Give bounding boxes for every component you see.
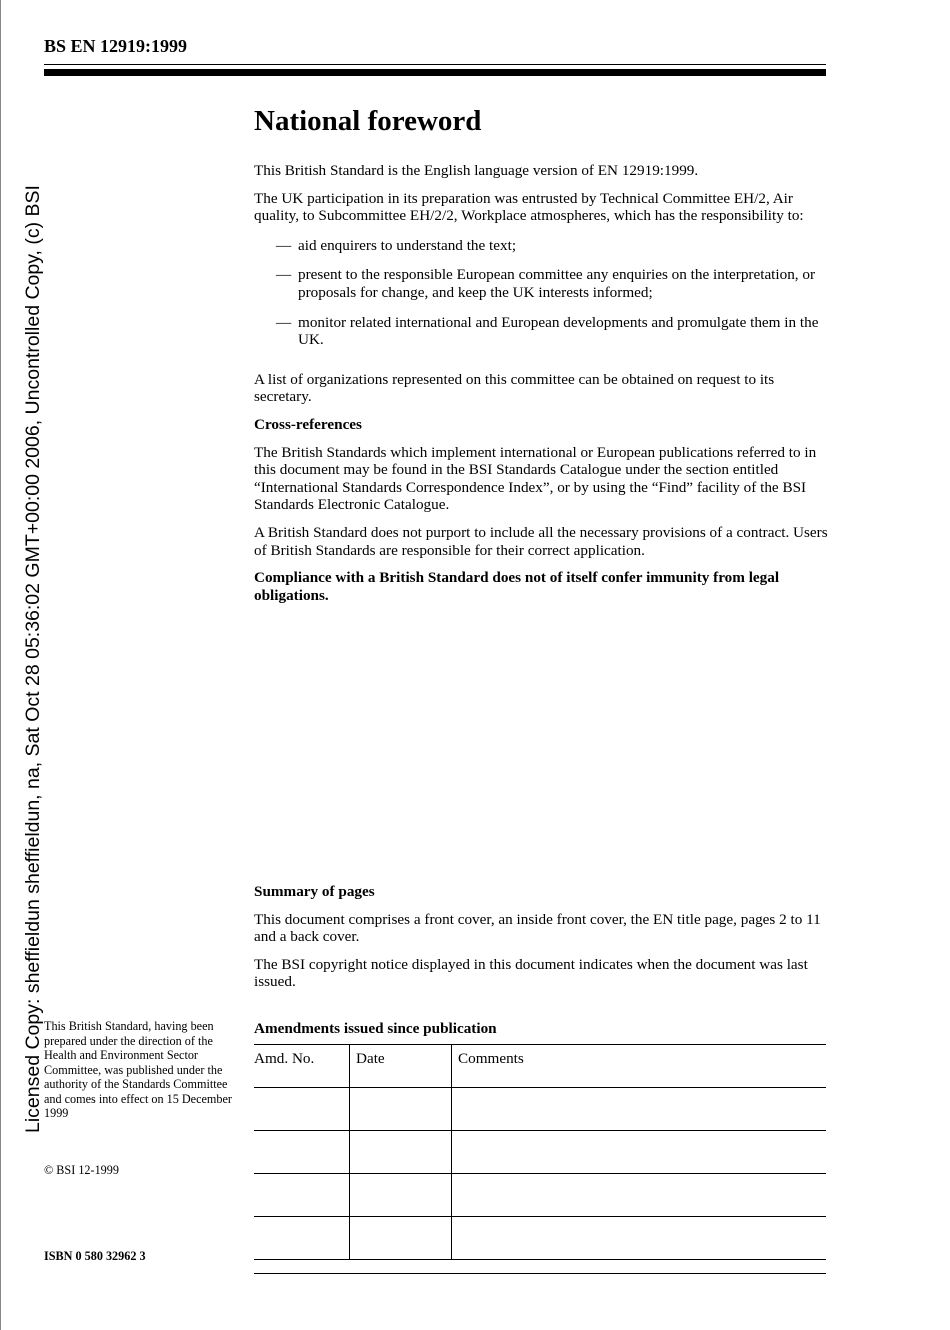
list-dash: — [276,313,292,331]
list-dash: — [276,236,292,254]
table-cell [254,1088,350,1131]
list-item [254,266,834,301]
amendments-table [254,1044,826,1260]
table-row [254,1217,826,1260]
table-cell [350,1217,452,1260]
page-title: National foreword [254,105,482,137]
table-row [254,1088,826,1131]
compliance-note: Compliance with a British Standard does not of itself confer immunity from legal obligations. [254,569,780,604]
table-cell [350,1088,452,1131]
paragraph-provisions: A British Standard does not purport to include all the necessary provisions of a contract. Users of British Standards are responsible for their correct application. [254,523,828,559]
footer-rule [254,1273,826,1274]
column-header-comments: Comments [452,1045,827,1088]
copyright-notice: © BSI 12-1999 [44,1163,119,1177]
paragraph-organizations: A list of organizations represented on this committee can be obtained on request to its secretary. [254,370,775,406]
summary-heading: Summary of pages [254,883,375,900]
list-dash: — [276,266,292,284]
paragraph-cross-references: The British Standards which implement international or European publications referred to in this document may be found in the BSI Standards Catalogue under the section entitled “International Standards Correspondence Index”, or by using the “Find” facility of the BSI Standards Electronic Catalogue. [254,443,817,514]
license-watermark: Licensed Copy: sheffieldun sheffieldun, na, Sat Oct 28 05:36:02 GMT+00:00 2006, Uncontrolled Copy, (c) BSI [22,185,44,1133]
table-cell [452,1174,827,1217]
cross-references-heading: Cross-references [254,415,362,433]
table-row [254,1131,826,1174]
header-rule-thin [44,64,826,65]
responsibility-list [254,237,834,349]
list-item-text: present to the responsible European committee any enquiries on the interpretation, or proposals for change, and keep the UK interests informed; [298,266,816,301]
table-cell [350,1131,452,1174]
table-cell [254,1174,350,1217]
column-header-amd-no: Amd. No. [254,1045,350,1088]
table-cell [254,1131,350,1174]
document-code: BS EN 12919:1999 [44,36,188,56]
list-item [254,237,834,255]
table-cell [452,1131,827,1174]
national-foreword [254,104,834,614]
list-item-text: monitor related international and European developments and promulgate them in the UK. [298,313,819,349]
page-border [0,0,1,1330]
column-header-date: Date [350,1045,452,1088]
table-cell [452,1088,827,1131]
list-item [254,314,834,349]
amendments-title: Amendments issued since publication [254,1020,497,1037]
table-cell [350,1174,452,1217]
table-cell [452,1217,827,1260]
paragraph-participation: The UK participation in its preparation was entrusted by Technical Committee EH/2, Air quality, to Subcommittee EH/2/2, Workplace atmospheres, which has the responsibility to: [254,189,804,225]
isbn: ISBN 0 580 32962 3 [44,1249,146,1263]
header-rule-thick [44,69,826,76]
summary-paragraph-copyright: The BSI copyright notice displayed in this document indicates when the document was last issued. [254,955,808,991]
summary-paragraph-contents: This document comprises a front cover, an inside front cover, the EN title page, pages 2 to 11 and a back cover. [254,910,821,946]
list-item-text: aid enquirers to understand the text; [298,236,517,254]
summary-of-pages [254,883,834,1001]
paragraph-version: This British Standard is the English language version of EN 12919:1999. [254,162,699,179]
table-cell [254,1217,350,1260]
table-header-row [254,1045,826,1088]
table-row [254,1174,826,1217]
publication-note: This British Standard, having been prepared under the direction of the Health and Environment Sector Committee, was published under the authority of the Standards Committee and comes into effect on 15 December 1999 [44,1019,232,1120]
